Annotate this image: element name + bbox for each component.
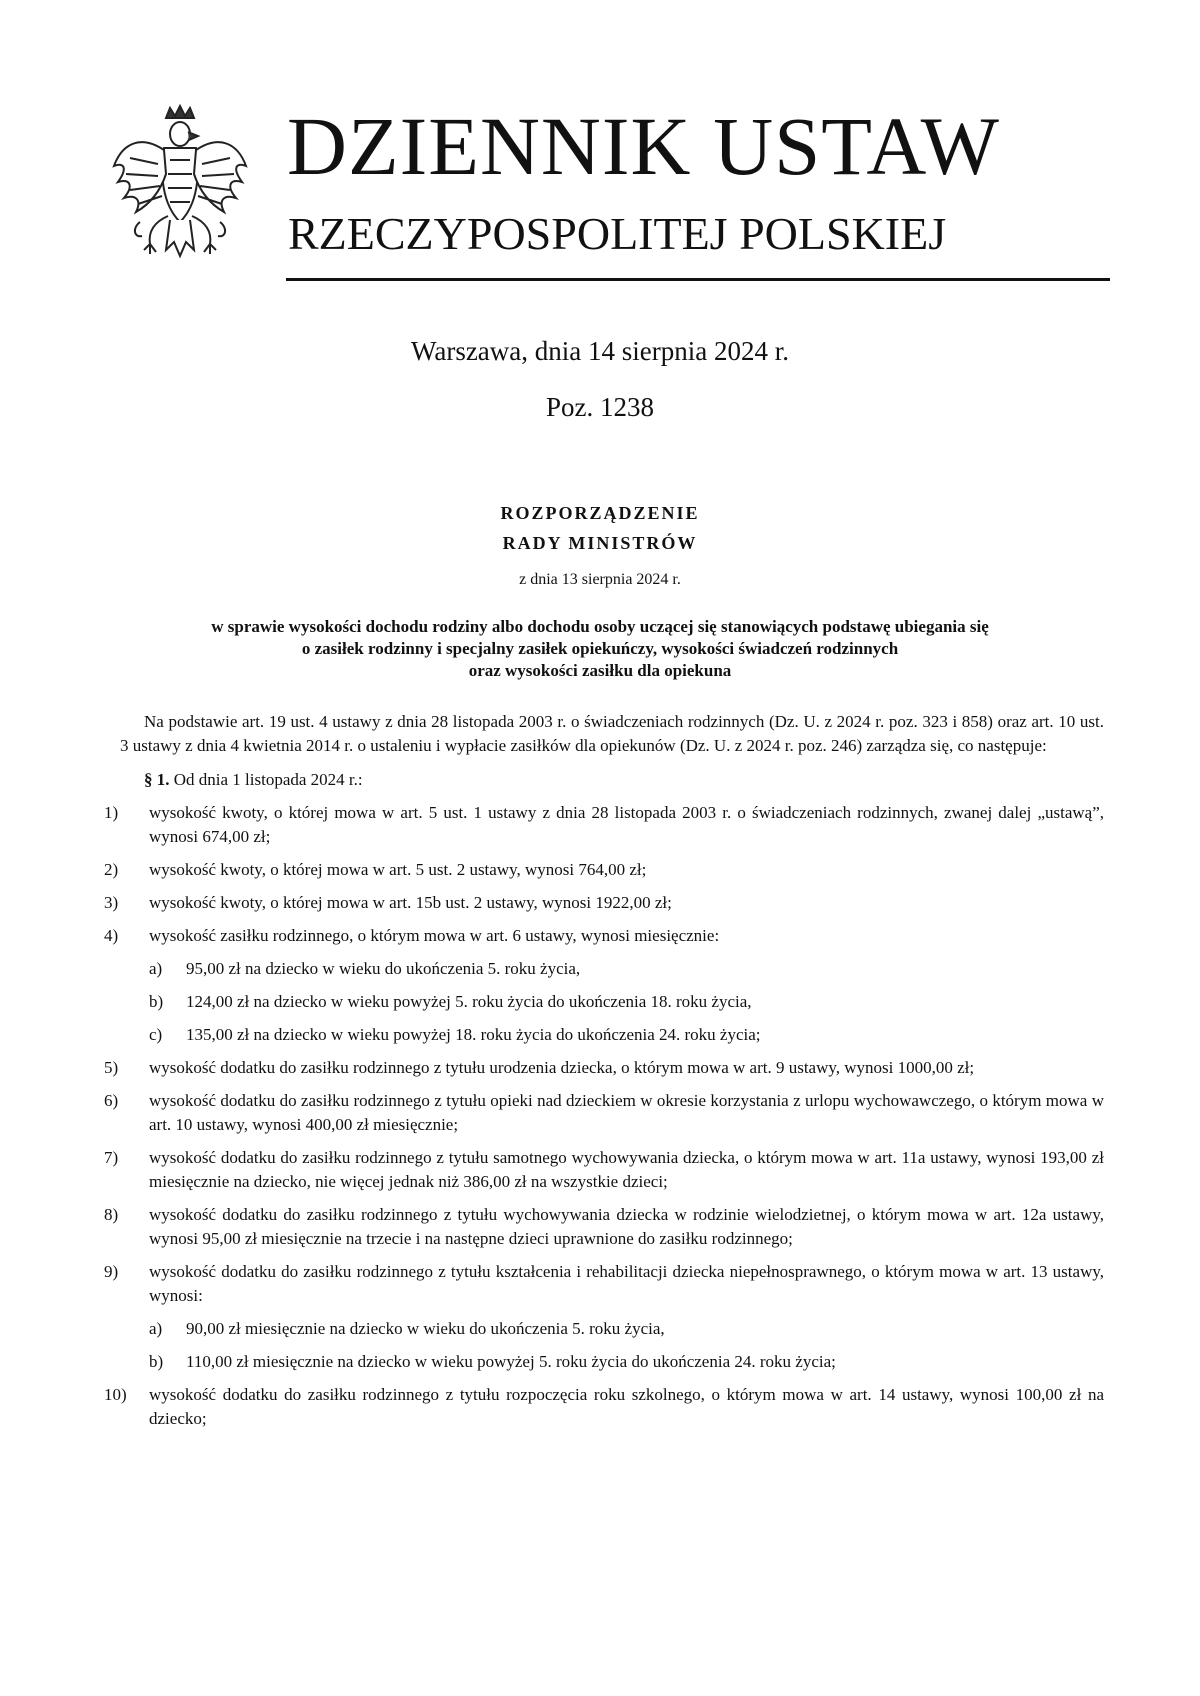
item-number: 10) <box>104 1385 127 1404</box>
act-date: z dnia 13 sierpnia 2024 r. <box>519 571 681 588</box>
sub-item <box>120 957 1104 981</box>
list-item <box>104 1260 1104 1308</box>
item-number: 3) <box>104 893 119 912</box>
item-text: wysokość kwoty, o której mowa w art. 5 ust. 2 ustawy, wynosi 764,00 zł; <box>149 860 647 879</box>
sub-item-letter: b) <box>149 1352 164 1371</box>
preamble: Na podstawie art. 19 ust. 4 ustawy z dnia 28 listopada 2003 r. o świadczeniach rodzinnych (Dz. U. z 2024 r. poz. 323 i 858) oraz art. 10 ust. 3 ustawy z dnia 4 kwietnia 2014 r. o ustaleniu i wypłacie zasiłków dla opiekunów (Dz. U. z 2024 r. poz. 246) zarządza się, co następuje: <box>120 712 1104 755</box>
list-item <box>104 801 1104 849</box>
item-number: 8) <box>104 1205 119 1224</box>
act-issuer: RADY MINISTRÓW <box>502 533 698 553</box>
list-item <box>104 1056 1104 1080</box>
list-item <box>104 891 1104 915</box>
list-item <box>104 1089 1104 1137</box>
sub-item <box>120 990 1104 1014</box>
item-text: wysokość dodatku do zasiłku rodzinnego z tytułu urodzenia dziecka, o którym mowa w art. 9 ustawy, wynosi 1000,00 zł; <box>149 1058 975 1077</box>
act-body <box>104 710 1104 1440</box>
paragraph-text: Od dnia 1 listopada 2024 r.: <box>173 770 363 789</box>
item-text: wysokość zasiłku rodzinnego, o którym mowa w art. 6 ustawy, wynosi miesięcznie: <box>149 926 720 945</box>
sub-item-text: 124,00 zł na dziecko w wieku powyżej 5. roku życia do ukończenia 18. roku życia, <box>186 992 752 1011</box>
journal-title: DZIENNIK USTAW <box>287 100 1000 192</box>
list-item <box>104 1146 1104 1194</box>
sub-item <box>120 1350 1104 1374</box>
list-item <box>104 924 1104 948</box>
item-text: wysokość kwoty, o której mowa w art. 5 ust. 1 ustawy z dnia 28 listopada 2003 r. o świadczeniach rodzinnych, zwanej dalej „ustawą”, wynosi 674,00 zł; <box>149 803 1104 846</box>
sub-item-text: 110,00 zł miesięcznie na dziecko w wieku powyżej 5. roku życia do ukończenia 24. roku życia; <box>186 1352 836 1371</box>
sub-item-text: 135,00 zł na dziecko w wieku powyżej 18. roku życia do ukończenia 24. roku życia; <box>186 1025 761 1044</box>
subject-line: oraz wysokości zasiłku dla opiekuna <box>468 661 732 680</box>
act-type: ROZPORZĄDZENIE <box>500 503 700 523</box>
item-text: wysokość dodatku do zasiłku rodzinnego z tytułu samotnego wychowywania dziecka, o którym mowa w art. 11a ustawy, wynosi 193,00 zł miesięcznie na dziecko, nie więcej jednak niż 386,00 zł na wszystkie dzieci; <box>149 1148 1104 1191</box>
item-text: wysokość dodatku do zasiłku rodzinnego z tytułu kształcenia i rehabilitacji dziecka niepełnosprawnego, o którym mowa w art. 13 ustawy, wynosi: <box>149 1262 1104 1305</box>
sub-item-letter: a) <box>149 959 163 978</box>
sub-item-letter: b) <box>149 992 164 1011</box>
subject-line: w sprawie wysokości dochodu rodziny albo dochodu osoby uczącej się stanowiących podstawę ubiegania się <box>211 617 989 636</box>
item-text: wysokość dodatku do zasiłku rodzinnego z tytułu rozpoczęcia roku szkolnego, o którym mowa w art. 14 ustawy, wynosi 100,00 zł na dziecko; <box>149 1385 1104 1428</box>
act-subject <box>0 616 1200 682</box>
issue-position: Poz. 1238 <box>546 392 654 422</box>
header-divider <box>286 278 1110 281</box>
item-number: 2) <box>104 860 119 879</box>
sub-item-letter: a) <box>149 1319 163 1338</box>
paragraph-heading <box>144 768 1104 792</box>
paragraph-label: § 1. <box>144 770 170 789</box>
list-item <box>104 1203 1104 1251</box>
sub-item <box>120 1023 1104 1047</box>
sub-item <box>120 1317 1104 1341</box>
sub-item-letter: c) <box>149 1025 163 1044</box>
item-text: wysokość dodatku do zasiłku rodzinnego z tytułu wychowywania dziecka w rodzinie wielodzietnej, o którym mowa w art. 12a ustawy, wynosi 95,00 zł miesięcznie na trzecie i na następne dzieci uprawnione do zasiłku rodzinnego; <box>149 1205 1104 1248</box>
issue-date: Warszawa, dnia 14 sierpnia 2024 r. <box>411 336 789 366</box>
sub-item-text: 95,00 zł na dziecko w wieku do ukończenia 5. roku życia, <box>186 959 581 978</box>
item-number: 1) <box>104 803 119 822</box>
item-number: 5) <box>104 1058 119 1077</box>
polish-eagle-emblem-icon <box>110 104 250 272</box>
sub-item-text: 90,00 zł miesięcznie na dziecko w wieku do ukończenia 5. roku życia, <box>186 1319 665 1338</box>
item-text: wysokość dodatku do zasiłku rodzinnego z tytułu opieki nad dzieckiem w okresie korzystania z urlopu wychowawczego, o którym mowa w art. 10 ustawy, wynosi 400,00 zł miesięcznie; <box>149 1091 1104 1134</box>
item-number: 4) <box>104 926 119 945</box>
list-item <box>104 1383 1104 1431</box>
item-number: 9) <box>104 1262 119 1281</box>
list-item <box>104 858 1104 882</box>
item-text: wysokość kwoty, o której mowa w art. 15b ust. 2 ustawy, wynosi 1922,00 zł; <box>149 893 672 912</box>
subject-line: o zasiłek rodzinny i specjalny zasiłek opiekuńczy, wysokości świadczeń rodzinnych <box>301 639 899 658</box>
item-number: 7) <box>104 1148 119 1167</box>
journal-subtitle: RZECZYPOSPOLITEJ POLSKIEJ <box>288 208 947 259</box>
item-number: 6) <box>104 1091 119 1110</box>
